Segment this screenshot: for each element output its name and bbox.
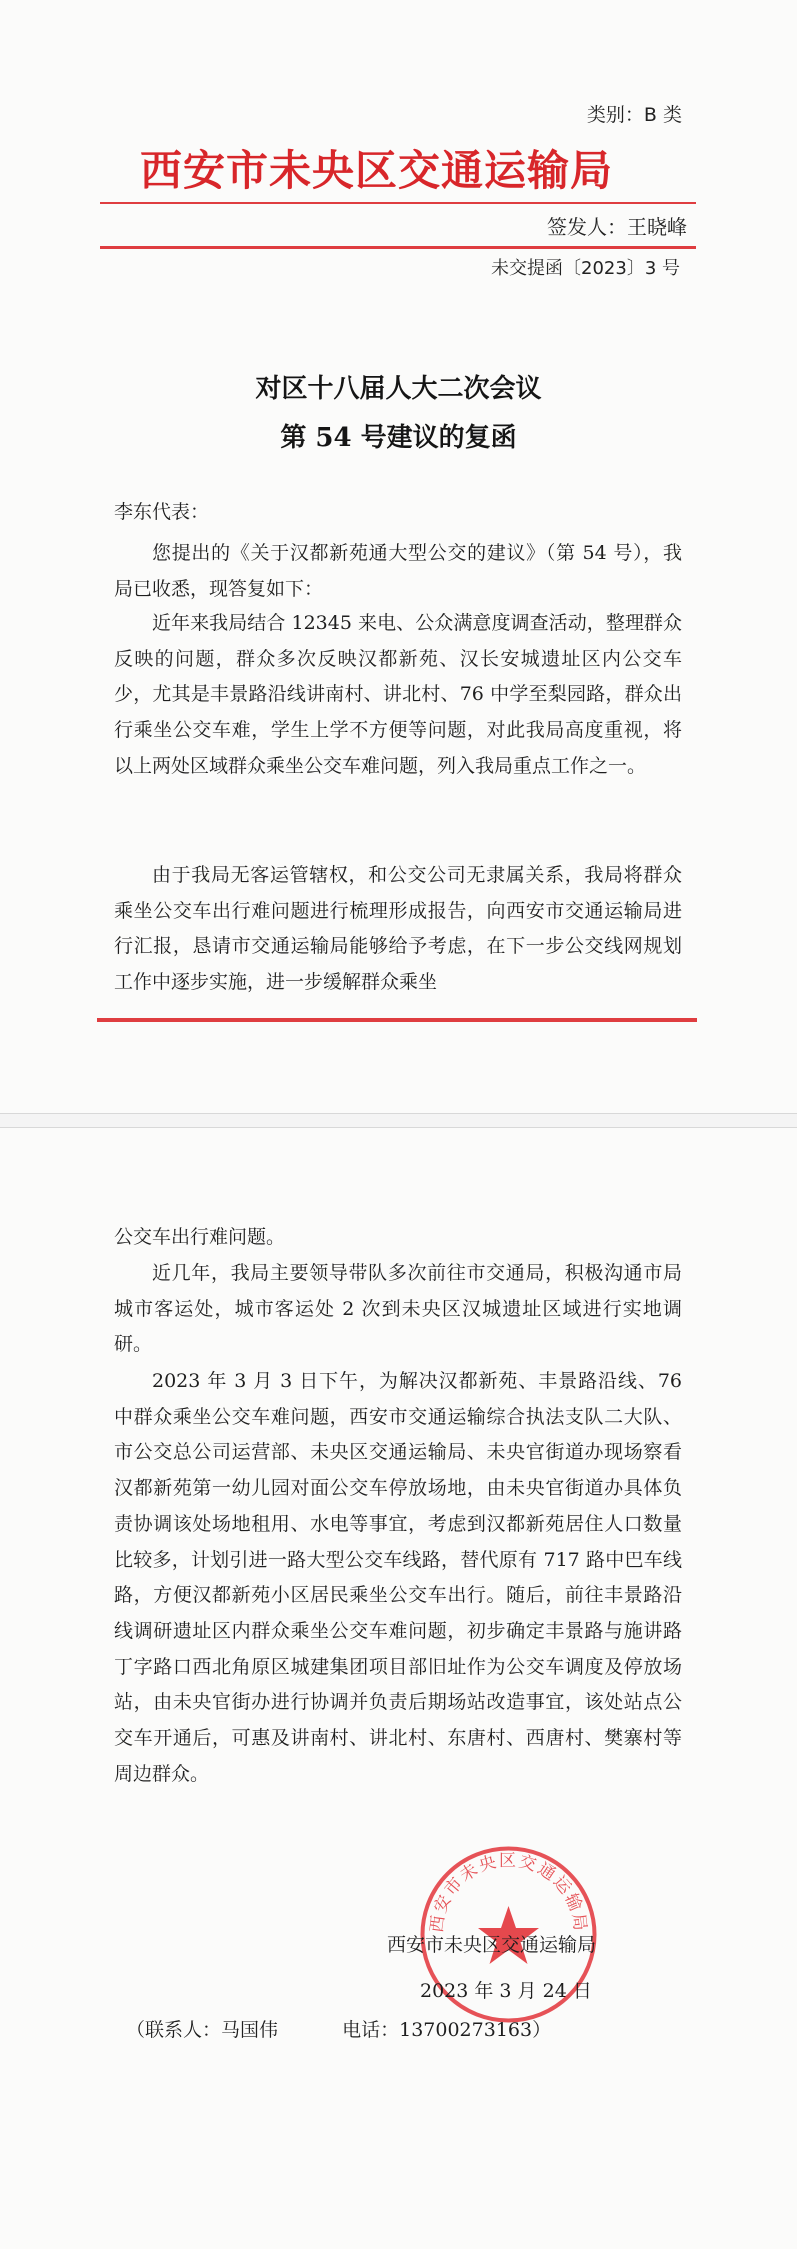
header-red-rule-thin bbox=[100, 202, 696, 204]
agency-header: 西安市未央区交通运输局 bbox=[140, 146, 614, 195]
seal-text: 西安市未央区交通运输局 bbox=[426, 1851, 591, 1934]
contact-line bbox=[126, 2015, 551, 2042]
contact-person: （联系人：马国伟 bbox=[126, 2019, 279, 2041]
signature-organization: 西安市未央区交通运输局 bbox=[387, 1934, 597, 1956]
body-paragraph-1: 您提出的《关于汉都新苑通大型公交的建议》（第 54 号），我局已收悉，现答复如下： bbox=[114, 542, 682, 600]
body-paragraph-5: 2023 年 3 月 3 日下午，为解决汉都新苑、丰景路沿线、76 中群众乘坐公交车难问题，西安市交通运输综合执法支队二大队、市公交总公司运营部、未央区交通运输局、未央官街道办现场察看汉都新苑第一幼儿园对面公交车停放场地，由未央官街道办具体负责协调该处场地租用、水电等事宜，考虑到汉都新苑居住人口数量比较多，计划引进一路大型公交车线路，替代原有 717 路中巴车线路，方便汉都新苑小区居民乘坐公交车出行。随后，前往丰景路沿线调研遗址区内群众乘坐公交车难问题，初步确定丰景路与施讲路丁字路口西北角原区城建集团项目部旧址作为公交车调度及停放场站，由未央官街办进行协调并负责后期场站改造事宜，该处站点公交车开通后，可惠及讲南村、讲北村、东唐村、西唐村、樊寨村等周边群众。 bbox=[114, 1370, 682, 1785]
document-number: 未交提函〔2023〕3 号 bbox=[491, 258, 680, 279]
contact-phone: 电话：13700273163） bbox=[342, 2019, 552, 2041]
header-red-rule bbox=[100, 246, 696, 249]
category-label: 类别：B 类 bbox=[586, 104, 682, 126]
doc-title-line-2: 第 54 号建议的复函 bbox=[280, 423, 517, 453]
body-paragraph-3-continued: 公交车出行难问题。 bbox=[114, 1226, 286, 1248]
body-paragraph-4: 近几年，我局主要领导带队多次前往市交通局，积极沟通市局城市客运处，城市客运处 2 次到未央区汉城遗址区域进行实地调研。 bbox=[114, 1262, 682, 1356]
signature-date: 2023 年 3 月 24 日 bbox=[420, 1980, 592, 2002]
body-paragraph-2: 近年来我局结合 12345 来电、公众满意度调查活动，整理群众反映的问题，群众多次反映汉都新苑、汉长安城遗址区内公交车少，尤其是丰景路沿线讲南村、讲北村、76 中学至梨园路，群众出行乘坐公交车难，学生上学不方便等问题，对此我局高度重视，将以上两处区域群众乘坐公交车难问题，列入我局重点工作之一。 bbox=[114, 612, 682, 777]
salutation: 李东代表： bbox=[114, 501, 210, 523]
signer: 签发人：王晓峰 bbox=[547, 215, 687, 239]
body-paragraph-3: 由于我局无客运管辖权，和公交公司无隶属关系，我局将群众乘坐公交车出行难问题进行梳理形成报告，向西安市交通运输局进行汇报，恳请市交通运输局能够给予考虑，在下一步公交线网规划工作中逐步实施，进一步缓解群众乘坐 bbox=[114, 864, 682, 994]
page-1 bbox=[0, 0, 797, 1114]
footer-red-rule bbox=[97, 1018, 697, 1022]
doc-title-line-1: 对区十八届人大二次会议 bbox=[255, 374, 542, 404]
